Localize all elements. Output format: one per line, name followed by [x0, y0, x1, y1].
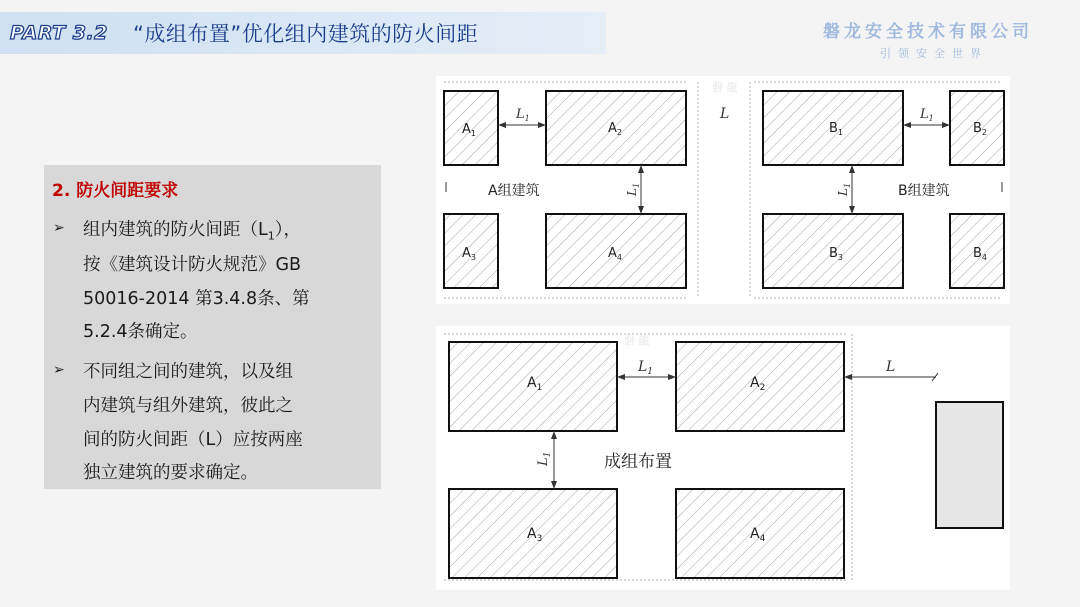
- slide-title: “成组布置”优化组内建筑的防火间距: [133, 22, 479, 46]
- cluster-figure: [436, 326, 1010, 590]
- arrow-head-icon: [844, 374, 852, 380]
- part-tag: PART 3.2: [10, 22, 108, 44]
- svg-text:B2: $B_2$: [973, 121, 988, 137]
- arrow-head-icon: [538, 122, 546, 128]
- building-a1: [444, 91, 498, 165]
- svg-text:B4: $B_4$: [973, 246, 988, 262]
- building-a2: [546, 91, 686, 165]
- building-b3: [763, 214, 903, 288]
- groups-figure: [436, 76, 1010, 304]
- arrow-head-icon: [638, 206, 644, 214]
- svg-text:A4: $A_4$: [750, 526, 766, 544]
- bullet-2-line-1: 不同组之间的建筑，以及组: [83, 362, 293, 382]
- arrow-head-icon: [498, 122, 506, 128]
- bullet-2-line-4: 独立建筑的要求确定。: [83, 463, 258, 483]
- arrow-head-icon: [551, 431, 557, 439]
- svg-text:L1: $L_1$: [920, 107, 934, 123]
- arrow-head-icon: [551, 481, 557, 489]
- svg-text:A2: $A_2$: [608, 121, 622, 137]
- bullet-2-line-2: 内建筑与组外建筑，彼此之: [83, 396, 293, 416]
- cluster-diagram: [436, 326, 1010, 590]
- svg-text:L1: $L_1$: [516, 107, 530, 123]
- building-a2: [676, 342, 844, 431]
- company-slogan: 引领安全世界: [880, 47, 988, 60]
- svg-text:L1: $L_1$: [638, 359, 654, 377]
- arrow-head-icon: [617, 374, 625, 380]
- svg-text:B1: $B_1$: [829, 121, 844, 137]
- company-name: 磐龙安全技术有限公司: [823, 22, 1033, 42]
- watermark-text: 磐 龍: [712, 81, 738, 94]
- building-b4: [950, 214, 1004, 288]
- svg-text:A2: $A_2$: [750, 375, 766, 393]
- arrow-head-icon: [668, 374, 676, 380]
- cluster-label: 成组布置: [604, 452, 672, 472]
- svg-text:A3: $A_3$: [527, 526, 543, 544]
- svg-text:A3: $A_3$: [462, 246, 476, 262]
- arrow-bullet-icon: ➢: [53, 220, 65, 236]
- svg-text:L1: $L_1$: [836, 182, 852, 196]
- section-heading: 2. 防火间距要求: [52, 181, 179, 201]
- group-a-label: A组建筑: [488, 183, 540, 199]
- bullet-1-line-1: 组内建筑的防火间距$(L_1)$，: [83, 220, 301, 243]
- arrow-bullet-icon: ➢: [53, 362, 65, 378]
- svg-text:L1: $L_1$: [536, 451, 553, 466]
- building-b1: [763, 91, 903, 165]
- bullet-1-line-3: 50016-2014 第3.4.8条、第: [83, 289, 310, 309]
- building-a4: [676, 489, 844, 578]
- building-b2: [950, 91, 1004, 165]
- svg-text:A1: $A_1$: [462, 122, 476, 138]
- building-a1: [449, 342, 617, 431]
- arrow-head-icon: [638, 165, 644, 173]
- svg-text:L1: $L_1$: [625, 182, 641, 196]
- watermark-text: 磐 龍: [624, 334, 650, 347]
- bullet-2-line-3: 间的防火间距（L）应按两座: [83, 430, 303, 450]
- dim-label-l: L: [886, 359, 896, 375]
- bullet-1-line-2: 按《建筑设计防火规范》GB: [83, 255, 302, 275]
- arrow-head-icon: [849, 206, 855, 214]
- external-building: [936, 402, 1003, 528]
- svg-text:B3: $B_3$: [829, 246, 844, 262]
- arrow-head-icon: [849, 165, 855, 173]
- bullet-1-line-4: 5.2.4条确定。: [83, 322, 198, 342]
- building-a4: [546, 214, 686, 288]
- svg-text:A1: $A_1$: [527, 375, 543, 393]
- building-a3: [444, 214, 498, 288]
- building-a3: [449, 489, 617, 578]
- arrow-head-icon: [903, 122, 911, 128]
- group-b-label: B组建筑: [898, 183, 950, 199]
- dim-label-l-between-groups: L: [720, 106, 730, 122]
- arrow-head-icon: [942, 122, 950, 128]
- svg-text:A4: $A_4$: [608, 246, 622, 262]
- groups-diagram: [436, 76, 1010, 304]
